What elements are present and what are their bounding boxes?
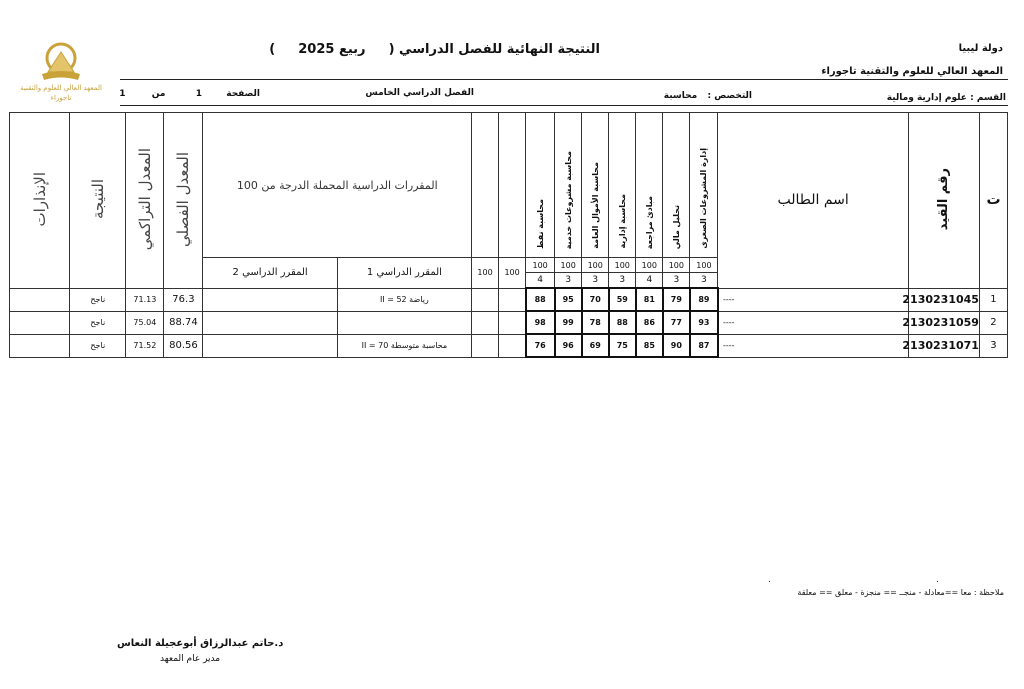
row-reg-no: 2130231059 <box>908 311 979 334</box>
row-reg-no: 2130231045 <box>908 288 979 311</box>
header-student-name: اسم الطالب <box>718 113 908 289</box>
course-6-credits: 3 <box>555 273 582 289</box>
row-course1: محاسبة متوسطة II = 70 <box>337 334 471 357</box>
row-grade: 88 <box>526 288 555 311</box>
row-warnings <box>10 288 70 311</box>
course-5-name: محاسبة الأموال العامة <box>590 162 600 249</box>
course-1-name: إدارة المشروعات الصغرى <box>699 148 709 249</box>
specialization <box>664 91 752 101</box>
header-course-7 <box>526 113 555 258</box>
row-course2 <box>203 334 337 357</box>
department <box>887 93 1006 103</box>
header-index: ت <box>979 113 1007 289</box>
header-course-3 <box>636 113 663 258</box>
title-text: النتيجة النهائية للفصل الدراسي ( <box>388 42 600 57</box>
row-grade: 95 <box>555 288 582 311</box>
page-number: 1 <box>195 89 202 99</box>
course-9-max: 100 <box>472 258 499 289</box>
header-result <box>70 113 126 289</box>
header-course-4 <box>609 113 636 258</box>
header-course2: المقرر الدراسي 2 <box>203 258 337 289</box>
row-course1 <box>337 311 471 334</box>
row-course2 <box>203 288 337 311</box>
row-warnings <box>10 311 70 334</box>
table-row <box>10 311 1008 334</box>
result-text: النتيجة <box>88 179 107 220</box>
page-info <box>120 89 260 99</box>
header-course-2 <box>663 113 690 258</box>
row-grade: 85 <box>636 334 663 357</box>
department-value: علوم إدارية ومالية <box>886 93 967 103</box>
results-table <box>9 112 1008 358</box>
institute-logo <box>20 38 102 106</box>
row-grade: 75 <box>609 334 636 357</box>
department-label: القسم : <box>970 93 1006 103</box>
row-student-name: ---- <box>718 311 908 334</box>
row-semester-gpa: 88.74 <box>164 311 203 334</box>
footer-note: ملاحظة : معا ==معادلة - منجــ == منجزة - معلق == معلقة <box>797 588 1004 597</box>
country-name: دولة ليبيا <box>958 43 1003 54</box>
header-course-5 <box>582 113 609 258</box>
header-reg-no-text: رقم القيد <box>936 168 952 231</box>
course-1-max: 100 <box>690 258 718 273</box>
row-warnings <box>10 334 70 357</box>
row-grade <box>472 334 499 357</box>
specialization-value: محاسبة <box>663 91 698 101</box>
page-title <box>240 42 600 57</box>
row-cumulative-gpa: 71.13 <box>126 288 164 311</box>
row-reg-no: 2130231071 <box>908 334 979 357</box>
logo-text-1: المعهد العالي للعلوم والتقنية <box>20 84 102 92</box>
course-6-max: 100 <box>555 258 582 273</box>
specialization-label: التخصص : <box>707 91 752 101</box>
header-semester-gpa <box>164 113 203 289</box>
header-cumulative-gpa <box>126 113 164 289</box>
logo-text-2: تاجوراء <box>50 94 72 102</box>
row-grade <box>472 311 499 334</box>
row-grade <box>499 334 526 357</box>
of-label: من <box>151 89 166 99</box>
header-courses-carried: المقررات الدراسية المحملة الدرجة من 100 <box>203 113 472 258</box>
row-grade: 79 <box>663 288 690 311</box>
signatory-name: د.حاتم عبدالرزاق أبوعجيلة النعاس <box>117 638 284 649</box>
course-2-name: تحليل مالي <box>671 204 681 249</box>
page-label: الصفحة <box>226 89 260 99</box>
course-7-name: محاسبة نفط <box>535 199 545 249</box>
row-grade: 69 <box>582 334 609 357</box>
row-grade: 78 <box>582 311 609 334</box>
row-grade <box>499 311 526 334</box>
warnings-text: الإنذارات <box>30 172 49 227</box>
header-rule-top <box>120 79 1008 80</box>
footer-dot-2: . <box>936 575 939 585</box>
header-course-9 <box>472 113 499 258</box>
row-grade: 86 <box>636 311 663 334</box>
row-grade <box>499 288 526 311</box>
course-4-credits: 3 <box>609 273 636 289</box>
row-grade: 98 <box>526 311 555 334</box>
header-course-6 <box>555 113 582 258</box>
row-student-name: ---- <box>718 288 908 311</box>
row-grade: 93 <box>690 311 718 334</box>
header-rule-bottom <box>120 105 1008 106</box>
header-reg-no <box>908 113 979 289</box>
row-grade: 99 <box>555 311 582 334</box>
row-grade: 90 <box>663 334 690 357</box>
row-result: ناجح <box>70 311 126 334</box>
header-warnings <box>10 113 70 289</box>
row-student-name: ---- <box>718 334 908 357</box>
row-course2 <box>203 311 337 334</box>
course-6-name: محاسبة مشروعات خدمية <box>563 150 573 249</box>
row-cumulative-gpa: 75.04 <box>126 311 164 334</box>
row-grade: 89 <box>690 288 718 311</box>
row-grade: 88 <box>609 311 636 334</box>
course-7-credits: 4 <box>526 273 555 289</box>
semester-label: الفصل الدراسي الخامس <box>365 88 474 98</box>
page-total: 1 <box>119 89 126 99</box>
row-grade: 70 <box>582 288 609 311</box>
course-2-credits: 3 <box>663 273 690 289</box>
course-7-max: 100 <box>526 258 555 273</box>
table-row <box>10 334 1008 357</box>
row-grade: 87 <box>690 334 718 357</box>
course-3-credits: 4 <box>636 273 663 289</box>
course-3-name: مبادئ مراجعة <box>644 195 654 249</box>
row-grade: 77 <box>663 311 690 334</box>
table-row <box>10 288 1008 311</box>
semester-gpa-text: المعدل الفصلي <box>174 151 193 247</box>
course-1-credits: 3 <box>690 273 718 289</box>
row-grade: 81 <box>636 288 663 311</box>
term-text: ربيع 2025 <box>298 42 366 57</box>
course-5-max: 100 <box>582 258 609 273</box>
row-grade <box>472 288 499 311</box>
row-cumulative-gpa: 71.52 <box>126 334 164 357</box>
footer-dot-1: . <box>768 575 771 585</box>
institute-name: المعهد العالي للعلوم والتقنية تاجوراء <box>821 66 1003 77</box>
course-4-max: 100 <box>609 258 636 273</box>
row-index: 1 <box>979 288 1007 311</box>
course-8-max: 100 <box>499 258 526 289</box>
course-2-max: 100 <box>663 258 690 273</box>
course-3-max: 100 <box>636 258 663 273</box>
course-5-credits: 3 <box>582 273 609 289</box>
row-course1: رياضة II = 52 <box>337 288 471 311</box>
row-grade: 96 <box>555 334 582 357</box>
title-close: ) <box>269 42 276 57</box>
row-semester-gpa: 80.56 <box>164 334 203 357</box>
row-result: ناجح <box>70 288 126 311</box>
row-index: 2 <box>979 311 1007 334</box>
course-4-name: محاسبة إدارية <box>617 194 627 249</box>
cumulative-gpa-text: المعدل التراكمي <box>135 148 154 251</box>
row-semester-gpa: 76.3 <box>164 288 203 311</box>
header-course-1 <box>690 113 718 258</box>
row-result: ناجح <box>70 334 126 357</box>
header-course1: المقرر الدراسي 1 <box>337 258 471 289</box>
header-course-8 <box>499 113 526 258</box>
row-index: 3 <box>979 334 1007 357</box>
row-grade: 76 <box>526 334 555 357</box>
signatory-title: مدير عام المعهد <box>160 654 221 664</box>
row-grade: 59 <box>609 288 636 311</box>
